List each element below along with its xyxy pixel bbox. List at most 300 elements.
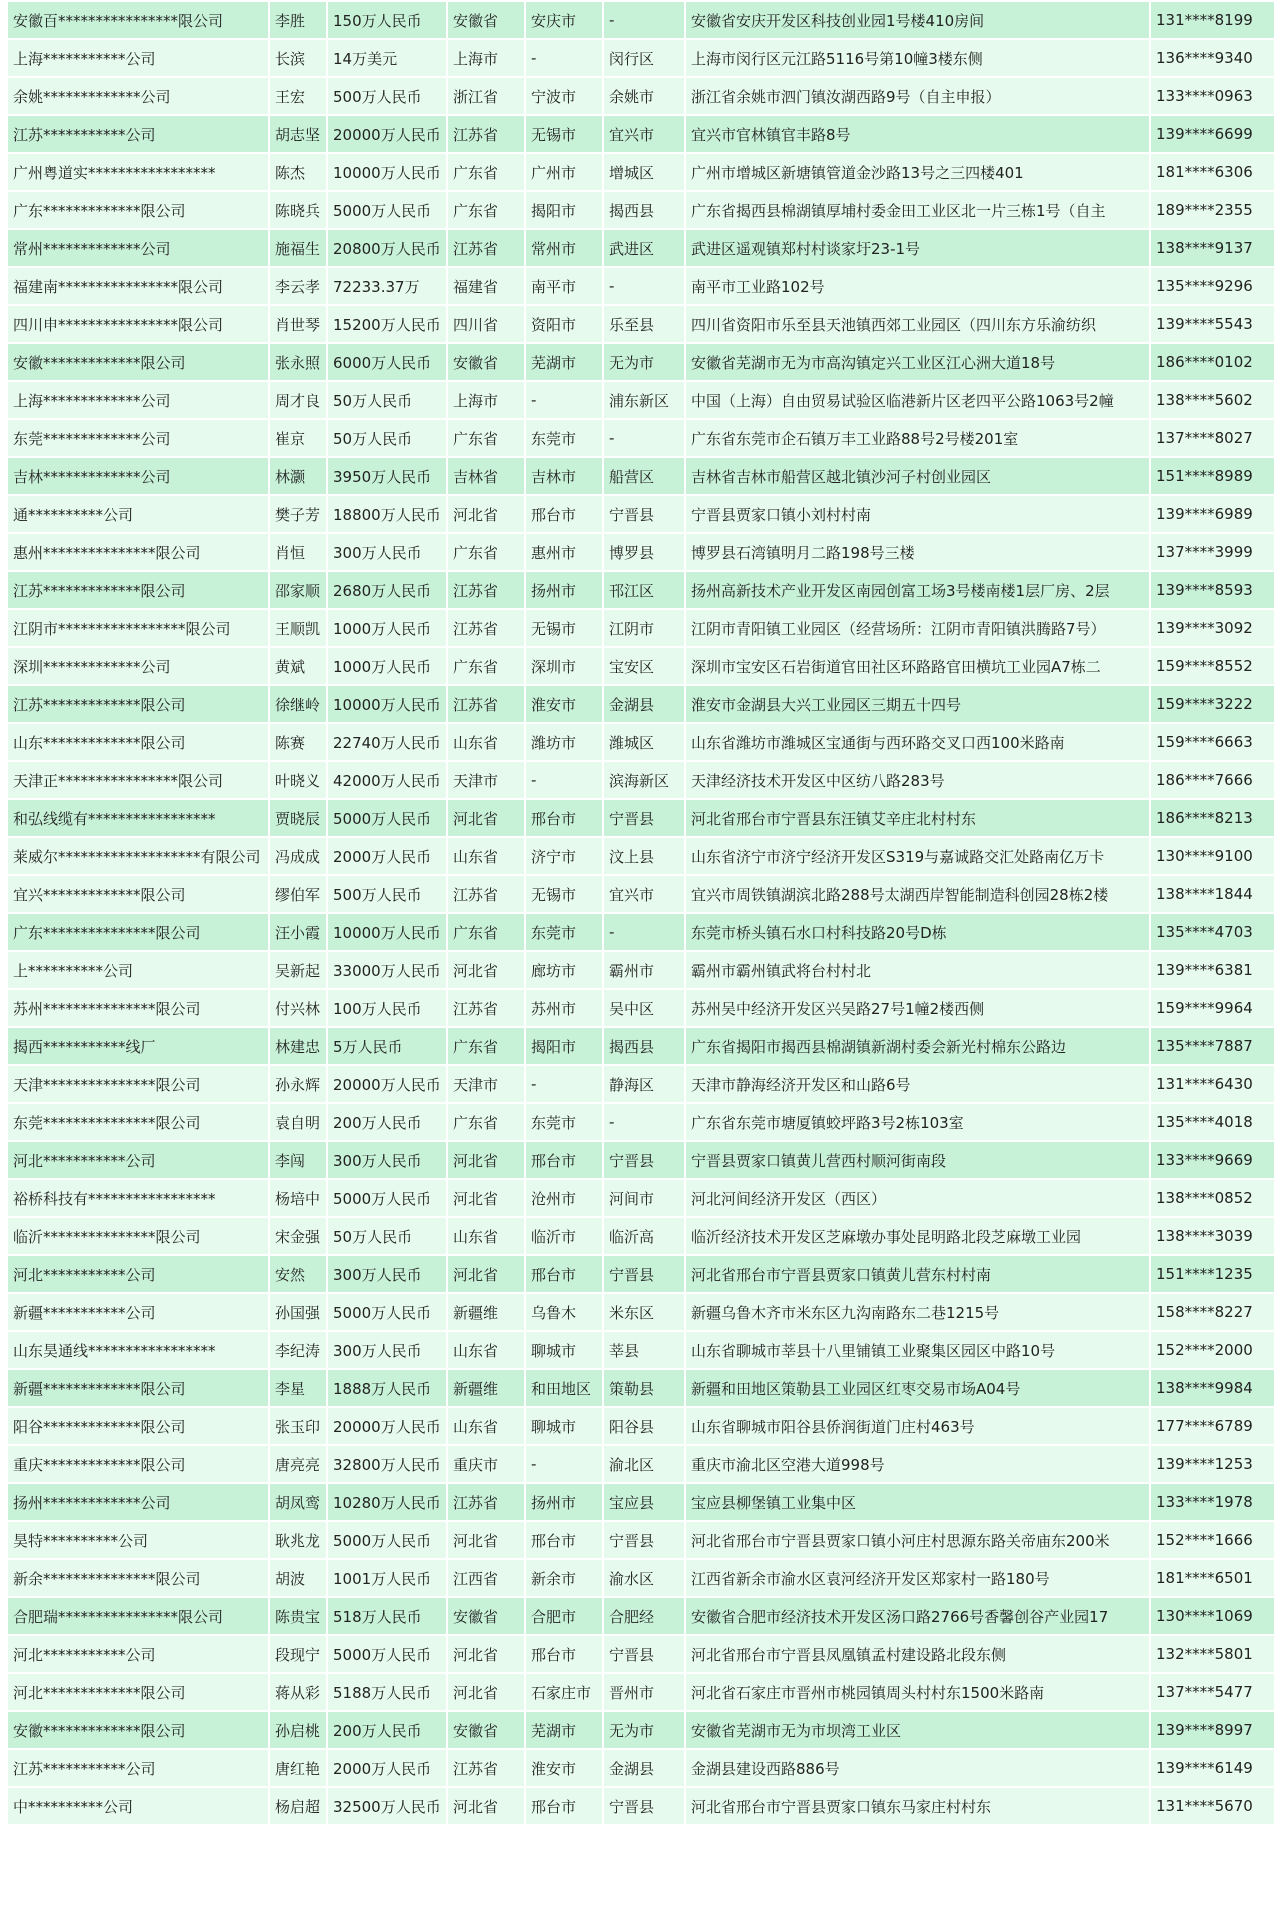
registered-capital-cell: 300万人民币 bbox=[328, 1256, 446, 1292]
company-name-cell: 合肥瑞****************限公司 bbox=[8, 1598, 268, 1634]
address-cell: 武进区遥观镇郑村村谈家圩23-1号 bbox=[686, 230, 1149, 266]
province-cell: 河北省 bbox=[448, 1180, 524, 1216]
company-name-cell: 余姚*************公司 bbox=[8, 78, 268, 114]
city-cell: 东莞市 bbox=[526, 420, 602, 456]
registered-capital-cell: 42000万人民币 bbox=[328, 762, 446, 798]
province-cell: 河北省 bbox=[448, 1256, 524, 1292]
registered-capital-cell: 500万人民币 bbox=[328, 78, 446, 114]
registered-capital-cell: 200万人民币 bbox=[328, 1104, 446, 1140]
province-cell: 江苏省 bbox=[448, 1484, 524, 1520]
district-cell: 吴中区 bbox=[604, 990, 684, 1026]
registered-capital-cell: 1888万人民币 bbox=[328, 1370, 446, 1406]
company-name-cell: 常州*************公司 bbox=[8, 230, 268, 266]
phone-cell: 177****6789 bbox=[1151, 1408, 1274, 1444]
address-cell: 天津市静海经济开发区和山路6号 bbox=[686, 1066, 1149, 1102]
phone-cell: 139****6149 bbox=[1151, 1750, 1274, 1786]
legal-person-cell: 陈晓兵 bbox=[270, 192, 326, 228]
city-cell: 常州市 bbox=[526, 230, 602, 266]
address-cell: 上海市闵行区元江路5116号第10幢3楼东侧 bbox=[686, 40, 1149, 76]
phone-cell: 151****1235 bbox=[1151, 1256, 1274, 1292]
phone-cell: 139****5543 bbox=[1151, 306, 1274, 342]
city-cell: 芜湖市 bbox=[526, 1712, 602, 1748]
province-cell: 天津市 bbox=[448, 1066, 524, 1102]
table-row bbox=[8, 1408, 1274, 1444]
city-cell: 南平市 bbox=[526, 268, 602, 304]
registered-capital-cell: 10000万人民币 bbox=[328, 686, 446, 722]
legal-person-cell: 袁自明 bbox=[270, 1104, 326, 1140]
table-row bbox=[8, 1788, 1274, 1824]
city-cell: 邢台市 bbox=[526, 800, 602, 836]
phone-cell: 139****6699 bbox=[1151, 116, 1274, 152]
legal-person-cell: 蒋从彩 bbox=[270, 1674, 326, 1710]
company-name-cell: 广州粤道实***************** bbox=[8, 154, 268, 190]
district-cell: 宁晋县 bbox=[604, 1636, 684, 1672]
city-cell: 沧州市 bbox=[526, 1180, 602, 1216]
address-cell: 霸州市霸州镇武将台村村北 bbox=[686, 952, 1149, 988]
phone-cell: 139****6989 bbox=[1151, 496, 1274, 532]
registered-capital-cell: 18800万人民币 bbox=[328, 496, 446, 532]
table-row bbox=[8, 382, 1274, 418]
city-cell: 无锡市 bbox=[526, 116, 602, 152]
address-cell: 东莞市桥头镇石水口村科技路20号D栋 bbox=[686, 914, 1149, 950]
province-cell: 江苏省 bbox=[448, 876, 524, 912]
company-name-cell: 上**********公司 bbox=[8, 952, 268, 988]
phone-cell: 130****9100 bbox=[1151, 838, 1274, 874]
registered-capital-cell: 20800万人民币 bbox=[328, 230, 446, 266]
address-cell: 安徽省合肥市经济技术开发区汤口路2766号香馨创谷产业园17 bbox=[686, 1598, 1149, 1634]
company-name-cell: 山东昊通线***************** bbox=[8, 1332, 268, 1368]
registered-capital-cell: 10000万人民币 bbox=[328, 154, 446, 190]
address-cell: 宁晋县贾家口镇黄儿营西村顺河街南段 bbox=[686, 1142, 1149, 1178]
address-cell: 重庆市渝北区空港大道998号 bbox=[686, 1446, 1149, 1482]
company-name-cell: 新余***************限公司 bbox=[8, 1560, 268, 1596]
district-cell: 合肥经 bbox=[604, 1598, 684, 1634]
phone-cell: 159****8552 bbox=[1151, 648, 1274, 684]
address-cell: 江西省新余市渝水区袁河经济开发区郑家村一路180号 bbox=[686, 1560, 1149, 1596]
city-cell: 和田地区 bbox=[526, 1370, 602, 1406]
province-cell: 安徽省 bbox=[448, 2, 524, 38]
company-name-cell: 吉林*************公司 bbox=[8, 458, 268, 494]
registered-capital-cell: 20000万人民币 bbox=[328, 1408, 446, 1444]
province-cell: 江西省 bbox=[448, 1560, 524, 1596]
province-cell: 江苏省 bbox=[448, 686, 524, 722]
phone-cell: 138****0852 bbox=[1151, 1180, 1274, 1216]
district-cell: 渝水区 bbox=[604, 1560, 684, 1596]
registered-capital-cell: 200万人民币 bbox=[328, 1712, 446, 1748]
registered-capital-cell: 32500万人民币 bbox=[328, 1788, 446, 1824]
district-cell: 宝应县 bbox=[604, 1484, 684, 1520]
legal-person-cell: 徐继岭 bbox=[270, 686, 326, 722]
province-cell: 河北省 bbox=[448, 1142, 524, 1178]
legal-person-cell: 张永照 bbox=[270, 344, 326, 380]
company-name-cell: 江苏*************限公司 bbox=[8, 572, 268, 608]
registered-capital-cell: 50万人民币 bbox=[328, 420, 446, 456]
legal-person-cell: 林灏 bbox=[270, 458, 326, 494]
city-cell: 聊城市 bbox=[526, 1408, 602, 1444]
registered-capital-cell: 3950万人民币 bbox=[328, 458, 446, 494]
city-cell: 临沂市 bbox=[526, 1218, 602, 1254]
city-cell: 邢台市 bbox=[526, 1142, 602, 1178]
company-table bbox=[6, 0, 1276, 1826]
address-cell: 淮安市金湖县大兴工业园区三期五十四号 bbox=[686, 686, 1149, 722]
district-cell: 潍城区 bbox=[604, 724, 684, 760]
registered-capital-cell: 50万人民币 bbox=[328, 1218, 446, 1254]
city-cell: 扬州市 bbox=[526, 572, 602, 608]
phone-cell: 186****0102 bbox=[1151, 344, 1274, 380]
legal-person-cell: 杨培中 bbox=[270, 1180, 326, 1216]
table-body bbox=[8, 2, 1274, 1824]
registered-capital-cell: 14万美元 bbox=[328, 40, 446, 76]
address-cell: 安徽省芜湖市无为市高沟镇定兴工业区江心洲大道18号 bbox=[686, 344, 1149, 380]
table-row bbox=[8, 990, 1274, 1026]
legal-person-cell: 肖世琴 bbox=[270, 306, 326, 342]
table-row bbox=[8, 572, 1274, 608]
address-cell: 新疆乌鲁木齐市米东区九沟南路东二巷1215号 bbox=[686, 1294, 1149, 1330]
address-cell: 山东省济宁市济宁经济开发区S319与嘉诚路交汇处路南亿万卡 bbox=[686, 838, 1149, 874]
city-cell: 石家庄市 bbox=[526, 1674, 602, 1710]
province-cell: 河北省 bbox=[448, 1636, 524, 1672]
legal-person-cell: 黄斌 bbox=[270, 648, 326, 684]
city-cell: 广州市 bbox=[526, 154, 602, 190]
district-cell: 江阴市 bbox=[604, 610, 684, 646]
city-cell: 苏州市 bbox=[526, 990, 602, 1026]
phone-cell: 131****6430 bbox=[1151, 1066, 1274, 1102]
district-cell: 船营区 bbox=[604, 458, 684, 494]
table-row bbox=[8, 1598, 1274, 1634]
province-cell: 福建省 bbox=[448, 268, 524, 304]
registered-capital-cell: 2680万人民币 bbox=[328, 572, 446, 608]
table-row bbox=[8, 40, 1274, 76]
legal-person-cell: 施福生 bbox=[270, 230, 326, 266]
district-cell: 宁晋县 bbox=[604, 1142, 684, 1178]
phone-cell: 133****9669 bbox=[1151, 1142, 1274, 1178]
legal-person-cell: 汪小霞 bbox=[270, 914, 326, 950]
company-name-cell: 山东*************限公司 bbox=[8, 724, 268, 760]
company-name-cell: 上海***********公司 bbox=[8, 40, 268, 76]
table-row bbox=[8, 648, 1274, 684]
city-cell: 揭阳市 bbox=[526, 1028, 602, 1064]
legal-person-cell: 孙国强 bbox=[270, 1294, 326, 1330]
address-cell: 宝应县柳堡镇工业集中区 bbox=[686, 1484, 1149, 1520]
registered-capital-cell: 6000万人民币 bbox=[328, 344, 446, 380]
address-cell: 临沂经济技术开发区芝麻墩办事处昆明路北段芝麻墩工业园 bbox=[686, 1218, 1149, 1254]
company-name-cell: 江阴市*****************限公司 bbox=[8, 610, 268, 646]
table-row bbox=[8, 724, 1274, 760]
table-row bbox=[8, 458, 1274, 494]
company-name-cell: 四川申****************限公司 bbox=[8, 306, 268, 342]
legal-person-cell: 张玉印 bbox=[270, 1408, 326, 1444]
address-cell: 安徽省安庆开发区科技创业园1号楼410房间 bbox=[686, 2, 1149, 38]
province-cell: 河北省 bbox=[448, 1788, 524, 1824]
phone-cell: 139****6381 bbox=[1151, 952, 1274, 988]
table-row bbox=[8, 1218, 1274, 1254]
table-row bbox=[8, 800, 1274, 836]
phone-cell: 138****1844 bbox=[1151, 876, 1274, 912]
legal-person-cell: 付兴林 bbox=[270, 990, 326, 1026]
company-name-cell: 莱威尔*******************有限公司 bbox=[8, 838, 268, 874]
district-cell: 霸州市 bbox=[604, 952, 684, 988]
table-row bbox=[8, 610, 1274, 646]
company-name-cell: 和弘线缆有***************** bbox=[8, 800, 268, 836]
address-cell: 苏州吴中经济开发区兴吴路27号1幢2楼西侧 bbox=[686, 990, 1149, 1026]
address-cell: 金湖县建设西路886号 bbox=[686, 1750, 1149, 1786]
table-row bbox=[8, 230, 1274, 266]
district-cell: 宁晋县 bbox=[604, 1522, 684, 1558]
city-cell: 揭阳市 bbox=[526, 192, 602, 228]
legal-person-cell: 周才良 bbox=[270, 382, 326, 418]
registered-capital-cell: 5000万人民币 bbox=[328, 1522, 446, 1558]
registered-capital-cell: 20000万人民币 bbox=[328, 116, 446, 152]
district-cell: 静海区 bbox=[604, 1066, 684, 1102]
province-cell: 江苏省 bbox=[448, 990, 524, 1026]
address-cell: 广州市增城区新塘镇管道金沙路13号之三四楼401 bbox=[686, 154, 1149, 190]
district-cell: 渝北区 bbox=[604, 1446, 684, 1482]
province-cell: 广东省 bbox=[448, 648, 524, 684]
company-name-cell: 宜兴*************限公司 bbox=[8, 876, 268, 912]
city-cell: 济宁市 bbox=[526, 838, 602, 874]
city-cell: 安庆市 bbox=[526, 2, 602, 38]
province-cell: 广东省 bbox=[448, 914, 524, 950]
table-row bbox=[8, 914, 1274, 950]
province-cell: 重庆市 bbox=[448, 1446, 524, 1482]
address-cell: 宜兴市周铁镇湖滨北路288号太湖西岸智能制造科创园28栋2楼 bbox=[686, 876, 1149, 912]
registered-capital-cell: 5000万人民币 bbox=[328, 1180, 446, 1216]
province-cell: 山东省 bbox=[448, 1408, 524, 1444]
district-cell: 策勒县 bbox=[604, 1370, 684, 1406]
address-cell: 江阴市青阳镇工业园区（经营场所：江阴市青阳镇洪腾路7号） bbox=[686, 610, 1149, 646]
registered-capital-cell: 32800万人民币 bbox=[328, 1446, 446, 1482]
registered-capital-cell: 5万人民币 bbox=[328, 1028, 446, 1064]
company-name-cell: 安徽*************限公司 bbox=[8, 344, 268, 380]
province-cell: 浙江省 bbox=[448, 78, 524, 114]
address-cell: 广东省东莞市塘厦镇蛟坪路3号2栋103室 bbox=[686, 1104, 1149, 1140]
registered-capital-cell: 72233.37万 bbox=[328, 268, 446, 304]
phone-cell: 137****3999 bbox=[1151, 534, 1274, 570]
legal-person-cell: 王顺凯 bbox=[270, 610, 326, 646]
province-cell: 天津市 bbox=[448, 762, 524, 798]
province-cell: 江苏省 bbox=[448, 116, 524, 152]
table-row bbox=[8, 1446, 1274, 1482]
company-name-cell: 昊特**********公司 bbox=[8, 1522, 268, 1558]
city-cell: 淮安市 bbox=[526, 1750, 602, 1786]
province-cell: 山东省 bbox=[448, 838, 524, 874]
registered-capital-cell: 5000万人民币 bbox=[328, 800, 446, 836]
phone-cell: 139****1253 bbox=[1151, 1446, 1274, 1482]
city-cell: 资阳市 bbox=[526, 306, 602, 342]
province-cell: 安徽省 bbox=[448, 344, 524, 380]
province-cell: 新疆维 bbox=[448, 1370, 524, 1406]
company-name-cell: 深圳*************公司 bbox=[8, 648, 268, 684]
company-name-cell: 安徽百****************限公司 bbox=[8, 2, 268, 38]
registered-capital-cell: 5188万人民币 bbox=[328, 1674, 446, 1710]
registered-capital-cell: 10000万人民币 bbox=[328, 914, 446, 950]
district-cell: 余姚市 bbox=[604, 78, 684, 114]
city-cell: 惠州市 bbox=[526, 534, 602, 570]
province-cell: 江苏省 bbox=[448, 572, 524, 608]
province-cell: 上海市 bbox=[448, 40, 524, 76]
province-cell: 山东省 bbox=[448, 1218, 524, 1254]
legal-person-cell: 肖恒 bbox=[270, 534, 326, 570]
city-cell: 深圳市 bbox=[526, 648, 602, 684]
table-row bbox=[8, 1104, 1274, 1140]
table-row bbox=[8, 1332, 1274, 1368]
legal-person-cell: 李云孝 bbox=[270, 268, 326, 304]
company-name-cell: 江苏***********公司 bbox=[8, 116, 268, 152]
phone-cell: 159****6663 bbox=[1151, 724, 1274, 760]
district-cell: 增城区 bbox=[604, 154, 684, 190]
district-cell: 金湖县 bbox=[604, 686, 684, 722]
province-cell: 安徽省 bbox=[448, 1712, 524, 1748]
company-name-cell: 临沂***************限公司 bbox=[8, 1218, 268, 1254]
district-cell: - bbox=[604, 2, 684, 38]
legal-person-cell: 李纪涛 bbox=[270, 1332, 326, 1368]
table-row bbox=[8, 1028, 1274, 1064]
address-cell: 扬州高新技术产业开发区南园创富工场3号楼南楼1层厂房、2层 bbox=[686, 572, 1149, 608]
province-cell: 四川省 bbox=[448, 306, 524, 342]
table-row bbox=[8, 1750, 1274, 1786]
phone-cell: 133****0963 bbox=[1151, 78, 1274, 114]
city-cell: 宁波市 bbox=[526, 78, 602, 114]
address-cell: 新疆和田地区策勒县工业园区红枣交易市场A04号 bbox=[686, 1370, 1149, 1406]
city-cell: - bbox=[526, 382, 602, 418]
registered-capital-cell: 1000万人民币 bbox=[328, 610, 446, 646]
registered-capital-cell: 1001万人民币 bbox=[328, 1560, 446, 1596]
phone-cell: 159****3222 bbox=[1151, 686, 1274, 722]
company-name-cell: 河北***********公司 bbox=[8, 1256, 268, 1292]
district-cell: - bbox=[604, 268, 684, 304]
phone-cell: 158****8227 bbox=[1151, 1294, 1274, 1330]
legal-person-cell: 杨启超 bbox=[270, 1788, 326, 1824]
legal-person-cell: 孙永辉 bbox=[270, 1066, 326, 1102]
table-row bbox=[8, 306, 1274, 342]
registered-capital-cell: 5000万人民币 bbox=[328, 1636, 446, 1672]
address-cell: 河北河间经济开发区（西区） bbox=[686, 1180, 1149, 1216]
table-row bbox=[8, 762, 1274, 798]
phone-cell: 181****6306 bbox=[1151, 154, 1274, 190]
company-name-cell: 上海*************公司 bbox=[8, 382, 268, 418]
company-name-cell: 新疆***********公司 bbox=[8, 1294, 268, 1330]
city-cell: 聊城市 bbox=[526, 1332, 602, 1368]
district-cell: 博罗县 bbox=[604, 534, 684, 570]
province-cell: 江苏省 bbox=[448, 230, 524, 266]
province-cell: 广东省 bbox=[448, 534, 524, 570]
district-cell: 宁晋县 bbox=[604, 1788, 684, 1824]
province-cell: 广东省 bbox=[448, 192, 524, 228]
registered-capital-cell: 500万人民币 bbox=[328, 876, 446, 912]
district-cell: 宁晋县 bbox=[604, 1256, 684, 1292]
district-cell: 宜兴市 bbox=[604, 876, 684, 912]
district-cell: 阳谷县 bbox=[604, 1408, 684, 1444]
province-cell: 河北省 bbox=[448, 1674, 524, 1710]
legal-person-cell: 贾晓辰 bbox=[270, 800, 326, 836]
province-cell: 上海市 bbox=[448, 382, 524, 418]
address-cell: 广东省揭西县棉湖镇厚埔村委金田工业区北一片三栋1号（自主 bbox=[686, 192, 1149, 228]
registered-capital-cell: 5000万人民币 bbox=[328, 192, 446, 228]
city-cell: 无锡市 bbox=[526, 876, 602, 912]
city-cell: 淮安市 bbox=[526, 686, 602, 722]
province-cell: 吉林省 bbox=[448, 458, 524, 494]
district-cell: 揭西县 bbox=[604, 192, 684, 228]
table-row bbox=[8, 192, 1274, 228]
address-cell: 河北省邢台市宁晋县凤凰镇孟村建设路北段东侧 bbox=[686, 1636, 1149, 1672]
table-row bbox=[8, 1370, 1274, 1406]
legal-person-cell: 林建忠 bbox=[270, 1028, 326, 1064]
district-cell: - bbox=[604, 1104, 684, 1140]
registered-capital-cell: 518万人民币 bbox=[328, 1598, 446, 1634]
province-cell: 河北省 bbox=[448, 952, 524, 988]
province-cell: 河北省 bbox=[448, 800, 524, 836]
company-name-cell: 福建南****************限公司 bbox=[8, 268, 268, 304]
table-row bbox=[8, 534, 1274, 570]
district-cell: 河间市 bbox=[604, 1180, 684, 1216]
phone-cell: 136****9340 bbox=[1151, 40, 1274, 76]
address-cell: 河北省邢台市宁晋县贾家口镇东马家庄村村东 bbox=[686, 1788, 1149, 1824]
address-cell: 山东省聊城市阳谷县侨润街道门庄村463号 bbox=[686, 1408, 1149, 1444]
registered-capital-cell: 15200万人民币 bbox=[328, 306, 446, 342]
province-cell: 河北省 bbox=[448, 496, 524, 532]
city-cell: 邢台市 bbox=[526, 1788, 602, 1824]
address-cell: 中国（上海）自由贸易试验区临港新片区老四平公路1063号2幢 bbox=[686, 382, 1149, 418]
company-name-cell: 裕桥科技有***************** bbox=[8, 1180, 268, 1216]
address-cell: 河北省邢台市宁晋县东汪镇艾辛庄北村村东 bbox=[686, 800, 1149, 836]
phone-cell: 186****7666 bbox=[1151, 762, 1274, 798]
city-cell: 乌鲁木 bbox=[526, 1294, 602, 1330]
province-cell: 安徽省 bbox=[448, 1598, 524, 1634]
phone-cell: 135****4703 bbox=[1151, 914, 1274, 950]
legal-person-cell: 胡波 bbox=[270, 1560, 326, 1596]
province-cell: 新疆维 bbox=[448, 1294, 524, 1330]
table-row bbox=[8, 1674, 1274, 1710]
registered-capital-cell: 10280万人民币 bbox=[328, 1484, 446, 1520]
province-cell: 广东省 bbox=[448, 1028, 524, 1064]
district-cell: 莘县 bbox=[604, 1332, 684, 1368]
district-cell: - bbox=[604, 914, 684, 950]
city-cell: 邢台市 bbox=[526, 1636, 602, 1672]
city-cell: - bbox=[526, 1066, 602, 1102]
address-cell: 天津经济技术开发区中区纺八路283号 bbox=[686, 762, 1149, 798]
registered-capital-cell: 1000万人民币 bbox=[328, 648, 446, 684]
district-cell: 米东区 bbox=[604, 1294, 684, 1330]
company-name-cell: 河北***********公司 bbox=[8, 1636, 268, 1672]
registered-capital-cell: 20000万人民币 bbox=[328, 1066, 446, 1102]
legal-person-cell: 李星 bbox=[270, 1370, 326, 1406]
company-name-cell: 揭西***********线厂 bbox=[8, 1028, 268, 1064]
city-cell: 无锡市 bbox=[526, 610, 602, 646]
table-row bbox=[8, 268, 1274, 304]
city-cell: 芜湖市 bbox=[526, 344, 602, 380]
phone-cell: 181****6501 bbox=[1151, 1560, 1274, 1596]
company-name-cell: 阳谷*************限公司 bbox=[8, 1408, 268, 1444]
city-cell: 东莞市 bbox=[526, 1104, 602, 1140]
phone-cell: 131****8199 bbox=[1151, 2, 1274, 38]
city-cell: - bbox=[526, 762, 602, 798]
province-cell: 江苏省 bbox=[448, 1750, 524, 1786]
table-row bbox=[8, 154, 1274, 190]
registered-capital-cell: 300万人民币 bbox=[328, 1332, 446, 1368]
registered-capital-cell: 2000万人民币 bbox=[328, 838, 446, 874]
company-name-cell: 通**********公司 bbox=[8, 496, 268, 532]
phone-cell: 189****2355 bbox=[1151, 192, 1274, 228]
province-cell: 山东省 bbox=[448, 724, 524, 760]
address-cell: 山东省潍坊市潍城区宝通街与西环路交叉口西100米路南 bbox=[686, 724, 1149, 760]
table-row bbox=[8, 1180, 1274, 1216]
legal-person-cell: 叶晓义 bbox=[270, 762, 326, 798]
address-cell: 安徽省芜湖市无为市坝湾工业区 bbox=[686, 1712, 1149, 1748]
city-cell: 邢台市 bbox=[526, 496, 602, 532]
city-cell: 扬州市 bbox=[526, 1484, 602, 1520]
phone-cell: 138****5602 bbox=[1151, 382, 1274, 418]
phone-cell: 138****9137 bbox=[1151, 230, 1274, 266]
